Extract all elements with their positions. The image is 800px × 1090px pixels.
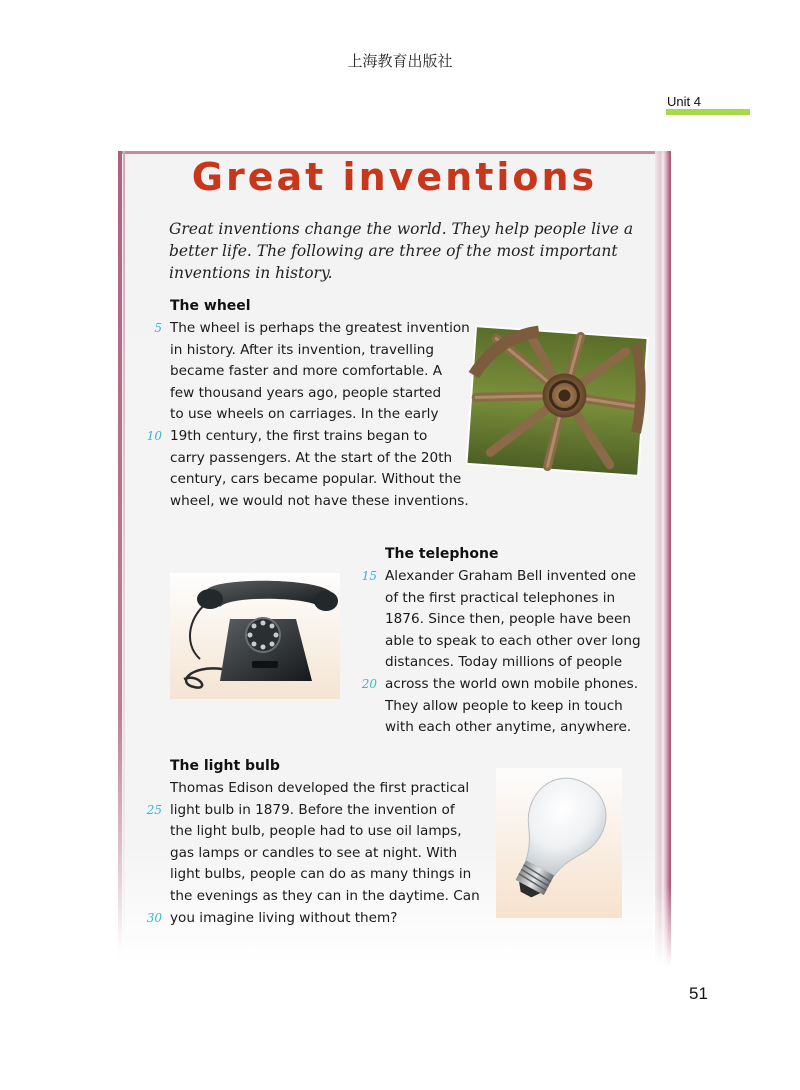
section-text-telephone — [361, 566, 641, 739]
line-number: 10 — [146, 428, 162, 443]
panel-right-edge — [655, 151, 671, 966]
page-number: 51 — [689, 984, 708, 1003]
text-line — [170, 886, 480, 908]
line-text: the light bulb, people had to use oil lamps, — [170, 823, 462, 840]
text-line — [385, 609, 641, 631]
text-line — [385, 652, 641, 674]
text-line — [170, 469, 470, 491]
line-number: 15 — [361, 569, 377, 583]
line-text: became faster and more comfortable. A — [170, 363, 443, 380]
line-text: century, cars became popular. Without the — [170, 471, 462, 488]
text-line — [170, 361, 470, 383]
intro-paragraph: Great inventions change the world. They help people live a better life. The following are three of the most important inventions in history. — [169, 220, 634, 282]
text-line — [170, 843, 480, 865]
text-line — [146, 908, 480, 930]
text-line — [170, 383, 470, 405]
panel-right-fade — [653, 886, 671, 966]
line-number: 20 — [361, 676, 377, 691]
line-text: carry passengers. At the start of the 20th — [170, 449, 453, 466]
line-text: to use wheels on carriages. In the early — [170, 406, 439, 423]
line-text: gas lamps or candles to see at night. With — [170, 844, 458, 861]
line-text: few thousand years ago, people started — [170, 384, 442, 401]
section-heading-light-bulb: The light bulb — [170, 758, 280, 774]
text-line — [361, 674, 641, 696]
text-line — [146, 800, 480, 822]
text-line — [385, 631, 641, 653]
panel-left-edge-highlight — [123, 151, 125, 951]
line-text: light bulb in 1879. Before the invention of — [170, 801, 455, 818]
line-text: Alexander Graham Bell invented one — [385, 568, 636, 584]
text-line — [146, 426, 470, 448]
line-text: 1876. Since then, people have been — [385, 611, 632, 628]
page-title: Great inventions — [191, 155, 598, 199]
text-line — [170, 340, 470, 362]
line-text: the evenings as they can in the daytime. Can — [170, 887, 480, 904]
panel-top-edge — [118, 151, 671, 154]
line-text: in history. After its invention, travelling — [170, 341, 434, 358]
section-heading-telephone: The telephone — [385, 546, 499, 562]
line-text: distances. Today millions of people — [385, 654, 623, 671]
text-line — [385, 717, 641, 739]
text-line — [385, 696, 641, 718]
text-line — [170, 821, 480, 843]
wheel-photo — [464, 323, 650, 481]
line-text: Thomas Edison developed the first practical — [170, 780, 470, 796]
line-text: wheel, we would not have these inventions. — [170, 492, 469, 509]
line-text: light bulbs, people can do as many things in — [170, 866, 472, 883]
text-line — [170, 448, 470, 470]
section-heading-wheel: The wheel — [170, 298, 251, 314]
line-text: you imagine living without them? — [170, 909, 398, 926]
line-text: They allow people to keep in touch — [385, 697, 623, 714]
line-text: with each other anytime, anywhere. — [385, 719, 632, 736]
light-bulb-photo — [496, 768, 622, 918]
section-text-wheel — [146, 318, 470, 512]
line-text: across the world own mobile phones. — [385, 675, 639, 692]
line-number: 25 — [146, 802, 162, 817]
text-line — [154, 318, 470, 340]
line-text: of the first practical telephones in — [385, 589, 616, 606]
line-number: 5 — [154, 321, 162, 335]
text-line — [361, 566, 641, 588]
text-line — [170, 778, 480, 800]
telephone-photo — [170, 573, 340, 699]
section-text-light-bulb — [146, 778, 480, 929]
line-text: 19th century, the first trains began to — [170, 427, 428, 444]
unit-label: Unit 4 — [667, 94, 701, 109]
text-line — [170, 491, 470, 513]
line-text: The wheel is perhaps the greatest invention — [170, 320, 470, 336]
line-number: 30 — [146, 910, 162, 925]
unit-bar — [666, 109, 750, 115]
publisher-header: 上海教育出版社 — [347, 52, 453, 70]
text-line — [170, 404, 470, 426]
panel-left-edge — [118, 151, 122, 951]
line-text: able to speak to each other over long — [385, 632, 641, 649]
text-line — [385, 588, 641, 610]
text-line — [170, 864, 480, 886]
